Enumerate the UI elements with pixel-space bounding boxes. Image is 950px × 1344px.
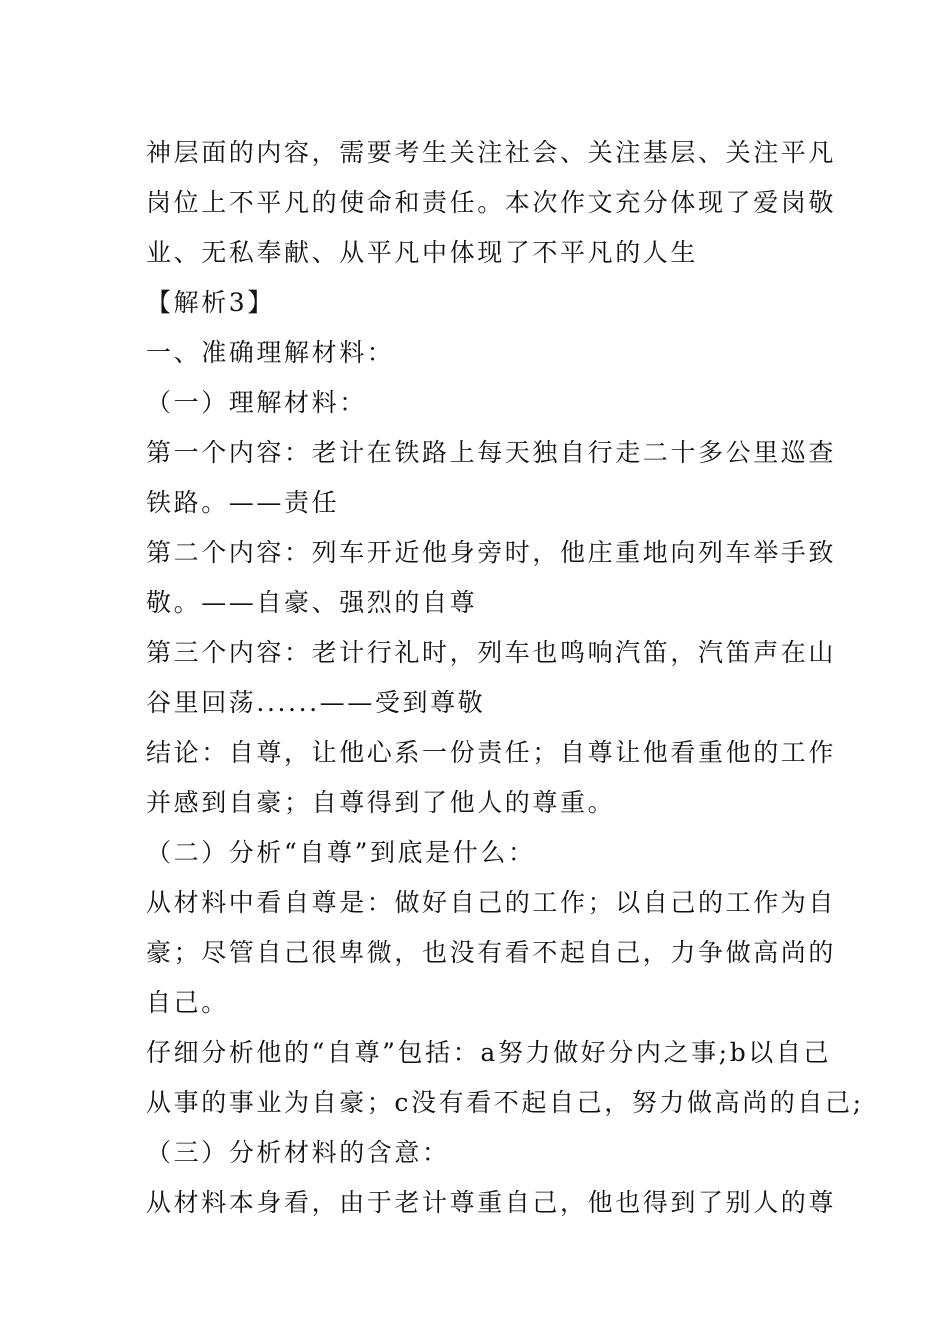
section-heading: 【解析3】 bbox=[146, 288, 275, 317]
text-line: 谷里回荡......——受到尊敬 bbox=[146, 688, 486, 717]
text-line: 从事的事业为自豪；c没有看不起自己，努力做高尚的自己; bbox=[146, 1088, 864, 1117]
text-line: 第三个内容：老计行礼时，列车也鸣响汽笛，汽笛声在山 bbox=[146, 638, 837, 667]
subsection-heading: （一）理解材料： bbox=[146, 388, 367, 417]
subsection-heading: 一、准确理解材料： bbox=[146, 338, 395, 367]
text-line: 第二个内容：列车开近他身旁时，他庄重地向列车举手致 bbox=[146, 538, 837, 567]
text-line: 第一个内容：老计在铁路上每天独自行走二十多公里巡查 bbox=[146, 438, 837, 467]
text-line: 自己。 bbox=[146, 988, 229, 1017]
text-line: 业、无私奉献、从平凡中体现了不平凡的人生 bbox=[146, 238, 699, 267]
text-line: 从材料中看自尊是：做好自己的工作；以自己的工作为自 bbox=[146, 888, 837, 917]
text-line: 敬。——自豪、强烈的自尊 bbox=[146, 588, 478, 617]
text-line: 铁路。——责任 bbox=[146, 488, 340, 517]
text-line: 豪；尽管自己很卑微，也没有看不起自己，力争做高尚的 bbox=[146, 938, 837, 967]
text-line: 仔细分析他的“自尊”包括：a努力做好分内之事;b以自己 bbox=[146, 1038, 832, 1067]
text-line: 岗位上不平凡的使命和责任。本次作文充分体现了爱岗敬 bbox=[146, 188, 837, 217]
document-body bbox=[146, 128, 864, 1228]
text-line: 结论：自尊，让他心系一份责任；自尊让他看重他的工作 bbox=[146, 738, 837, 767]
subsection-heading: （三）分析材料的含意： bbox=[146, 1138, 450, 1167]
text-line: 神层面的内容，需要考生关注社会、关注基层、关注平凡 bbox=[146, 138, 837, 167]
text-line: 并感到自豪；自尊得到了他人的尊重。 bbox=[146, 788, 616, 817]
text-line: 从材料本身看，由于老计尊重自己，他也得到了别人的尊 bbox=[146, 1188, 837, 1217]
subsection-heading: （二）分析“自尊”到底是什么： bbox=[146, 838, 536, 867]
